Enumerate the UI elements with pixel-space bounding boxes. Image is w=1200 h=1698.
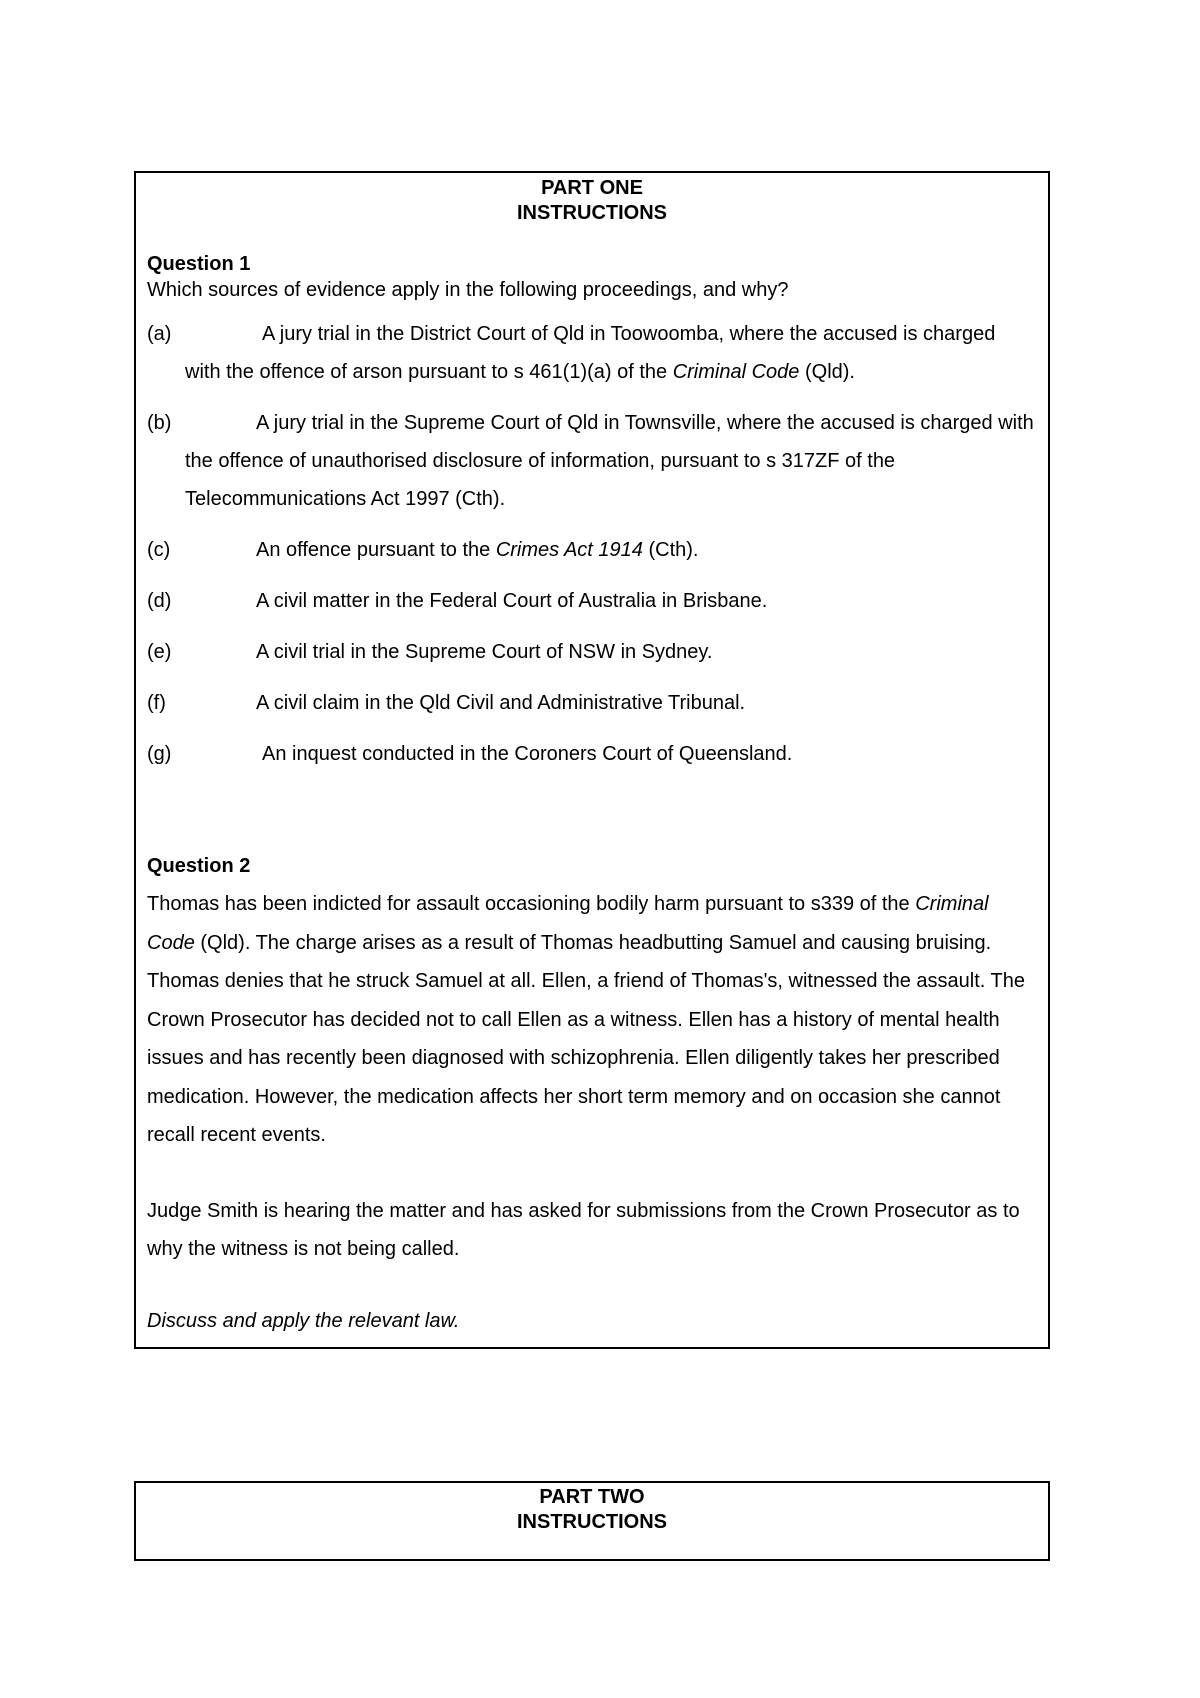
- part-one-title: PART ONE: [541, 177, 643, 199]
- part-two-subtitle: INSTRUCTIONS: [517, 1511, 667, 1533]
- question-1-item-b: [147, 404, 1036, 518]
- item-marker: (d): [147, 590, 172, 612]
- question-1-item-g: [147, 735, 1036, 773]
- part-two-box: [134, 1481, 1050, 1561]
- question-1-intro: Which sources of evidence apply in the following proceedings, and why?: [147, 279, 789, 301]
- item-text: A jury trial in the District Court of Qld in Toowoomba, where the accused is charged with the offence of arson pursuant to s 461(1)(a) of the Criminal Code (Qld).: [185, 323, 996, 383]
- item-text: A civil trial in the Supreme Court of NSW in Sydney.: [256, 641, 713, 663]
- item-marker: (g): [147, 743, 172, 765]
- part-one-subtitle: INSTRUCTIONS: [517, 202, 667, 224]
- item-marker: (e): [147, 641, 172, 663]
- question-1-item-e: [147, 633, 1036, 671]
- part-one-heading: [136, 173, 1048, 226]
- item-text: An inquest conducted in the Coroners Court of Queensland.: [262, 743, 793, 765]
- question-1-item-a: [147, 315, 1036, 391]
- item-text: A civil matter in the Federal Court of Australia in Brisbane.: [256, 590, 768, 612]
- part-one-content: [136, 251, 1048, 1336]
- item-text: A civil claim in the Qld Civil and Administrative Tribunal.: [256, 692, 746, 714]
- item-marker: (c): [147, 539, 171, 561]
- item-marker: (f): [147, 692, 166, 714]
- part-two-title: PART TWO: [539, 1486, 645, 1508]
- question-1-item-f: [147, 684, 1036, 722]
- question-2-paragraph-2: Judge Smith is hearing the matter and has asked for submissions from the Crown Prosecutor as to why the witness is not being called.: [147, 1199, 1020, 1260]
- item-text: An offence pursuant to the Crimes Act 1914 (Cth).: [256, 539, 699, 561]
- question-2-title: Question 2: [147, 855, 251, 877]
- item-marker: (b): [147, 412, 172, 434]
- part-two-heading: [136, 1483, 1048, 1535]
- question-1-item-d: [147, 582, 1036, 620]
- question-1-title: Question 1: [147, 253, 251, 275]
- item-marker: (a): [147, 323, 172, 345]
- question-2-instruction: Discuss and apply the relevant law.: [147, 1309, 460, 1332]
- part-one-box: [134, 171, 1050, 1349]
- question-1-item-c: [147, 531, 1036, 569]
- question-2-paragraph-1: Thomas has been indicted for assault occasioning bodily harm pursuant to s339 of the Criminal Code (Qld). The charge arises as a result of Thomas headbutting Samuel and causing bruising. Thomas denies that he struck Samuel at all. Ellen, a friend of Thomas's, witnessed the assault. The Crown Prosecutor has decided not to call Ellen as a witness. Ellen has a history of mental health issues and has recently been diagnosed with schizophrenia. Ellen diligently takes her prescribed medication. However, the medication affects her short term memory and on occasion she cannot recall recent events.: [147, 893, 1025, 1146]
- question-1-items: [147, 315, 1036, 773]
- item-text: A jury trial in the Supreme Court of Qld in Townsville, where the accused is charged with the offence of unauthorised disclosure of information, pursuant to s 317ZF of the Telecommunications Act 1997 (Cth).: [185, 412, 1034, 510]
